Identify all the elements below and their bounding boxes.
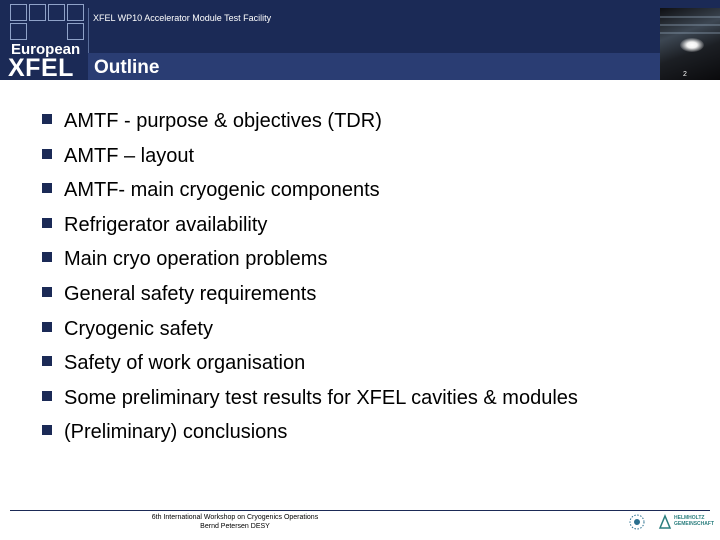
page-number: 2 (683, 71, 687, 78)
outline-item-text: (Preliminary) conclusions (64, 421, 288, 444)
outline-item-text: General safety requirements (64, 283, 317, 305)
outline-item-text: AMTF – layout (64, 144, 195, 167)
footer-author: Bernd Petersen DESY (200, 523, 270, 530)
outline-item-text: Refrigerator availability (64, 213, 268, 236)
header-bar (0, 0, 720, 80)
bullet-square-icon (42, 322, 52, 332)
header-photo (660, 8, 720, 80)
bullet-square-icon (42, 287, 52, 297)
facility-name: XFEL WP10 Accelerator Module Test Facility (93, 13, 272, 23)
bullet-square-icon (42, 183, 52, 193)
outline-item-text: Some preliminary test results for XFEL cavities & modules (64, 386, 578, 409)
bullet-square-icon (42, 391, 52, 401)
outline-item-text: AMTF - purpose & objectives (TDR) (64, 110, 382, 132)
helmholtz-icon (658, 514, 672, 530)
outline-item-text: Main cryo operation problems (64, 248, 328, 271)
logo-european: European (11, 41, 81, 58)
bullet-square-icon (42, 425, 52, 435)
bullet-square-icon (42, 114, 52, 124)
bullet-square-icon (42, 356, 52, 366)
footer-text (130, 513, 340, 531)
footer-workshop: 6th International Workshop on Cryogenics Operations (151, 514, 319, 521)
slide-title: Outline (94, 57, 160, 78)
outline-item-text: AMTF- main cryogenic components (64, 179, 380, 202)
bullet-square-icon (42, 218, 52, 228)
outline-item-text: Safety of work organisation (64, 352, 306, 375)
helmholtz-label: HELMHOLTZ GEMEINSCHAFT (674, 515, 714, 527)
footer-divider (10, 510, 710, 511)
desy-logo-icon (628, 513, 646, 531)
helmholtz-logo (658, 514, 712, 532)
bullet-square-icon (42, 252, 52, 262)
logo-xfel: XFEL (8, 54, 74, 82)
bullet-square-icon (42, 149, 52, 159)
title-band (88, 53, 660, 80)
outline-item-text: Cryogenic safety (64, 317, 213, 340)
